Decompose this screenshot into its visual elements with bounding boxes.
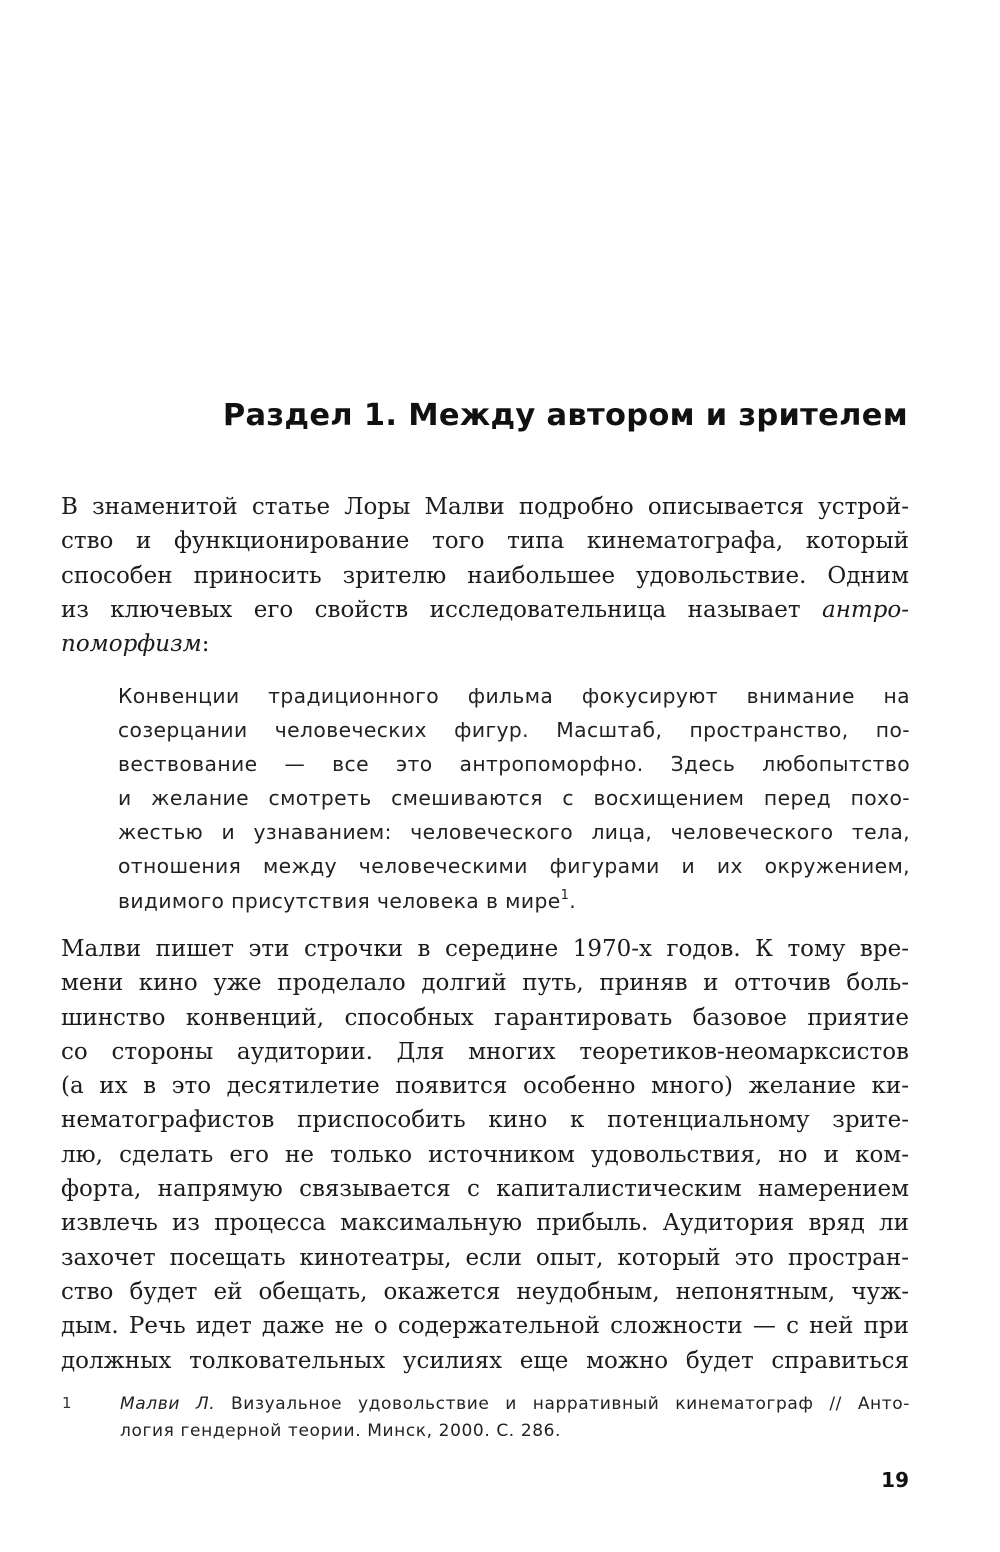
body-paragraph [61, 932, 909, 1378]
quote-line [118, 884, 910, 918]
italic-term: поморфизм [61, 631, 202, 658]
quote-line: отношения между человеческими фигурами и их окружением, [118, 854, 910, 879]
page-number: 19 [881, 1468, 909, 1492]
quote-period: . [569, 888, 577, 913]
italic-term: антро- [822, 596, 910, 623]
footnote-line [120, 1391, 910, 1418]
paragraph-line: захочет посещать кинотеатры, если опыт, который это простран- [61, 1244, 909, 1271]
paragraph-line: извлечь из процесса максимальную прибыль. Аудитория вряд ли [61, 1210, 909, 1237]
intro-paragraph [61, 490, 909, 661]
footnote-author: Малви Л. [120, 1394, 216, 1414]
quote-line-text: видимого присутствия человека в мире [118, 888, 561, 913]
paragraph-line: В знаменитой статье Лоры Малви подробно описывается устрой- [61, 494, 909, 520]
quote-line: созерцании человеческих фигур. Масштаб, пространство, по- [118, 718, 910, 743]
paragraph-line: ство и функционирование того типа кинематографа, который [61, 528, 909, 555]
quote-line: Конвенции традиционного фильма фокусируют внимание на [118, 684, 910, 708]
footnote [120, 1391, 910, 1444]
footnote-text: Визуальное удовольствие и нарративный кинематограф // Анто- [215, 1394, 911, 1414]
paragraph-line: способен приносить зрителю наибольшее удовольствие. Одним [61, 562, 909, 589]
footnote-reference[interactable]: 1 [560, 887, 570, 903]
paragraph-line: дым. Речь идет даже не о содержательной сложности — с ней при [61, 1313, 909, 1340]
quote-line: жестью и узнаванием: человеческого лица, человеческого тела, [118, 820, 910, 845]
paragraph-line-text: из ключевых его свойств исследовательница называет [61, 596, 801, 623]
paragraph-line: должных толковательных усилиях еще можно будет справиться [61, 1347, 909, 1374]
colon: : [201, 631, 210, 658]
quote-line: и желание смотреть смешиваются с восхищением перед похо- [118, 786, 910, 811]
paragraph-line [61, 627, 909, 661]
paragraph-line: лю, сделать его не только источником удовольствия, но и ком- [61, 1141, 909, 1168]
paragraph-line: ство будет ей обещать, окажется неудобным, непонятным, чуж- [61, 1278, 909, 1305]
footnote-number: 1 [62, 1394, 72, 1412]
paragraph-line: шинство конвенций, способных гарантировать базовое приятие [61, 1004, 909, 1031]
block-quote [118, 679, 910, 918]
footnote-line: логия гендерной теории. Минск, 2000. С. 286. [120, 1420, 562, 1441]
paragraph-line: (а их в это десятилетие появится особенно много) желание ки- [61, 1073, 909, 1100]
paragraph-line [61, 593, 909, 627]
paragraph-line: нематографистов приспособить кино к потенциальному зрите- [61, 1107, 909, 1134]
paragraph-line: форта, напрямую связывается с капиталистическим намерением [61, 1176, 909, 1203]
paragraph-line: Малви пишет эти строчки в середине 1970-х годов. К тому вре- [61, 936, 909, 962]
paragraph-line: мени кино уже проделало долгий путь, приняв и отточив боль- [61, 970, 909, 997]
paragraph-line: со стороны аудитории. Для многих теоретиков-неомарксистов [61, 1038, 909, 1065]
section-heading: Раздел 1. Между автором и зрителем [222, 398, 908, 433]
quote-line: вествование — все это антропоморфно. Здесь любопытство [118, 752, 910, 777]
